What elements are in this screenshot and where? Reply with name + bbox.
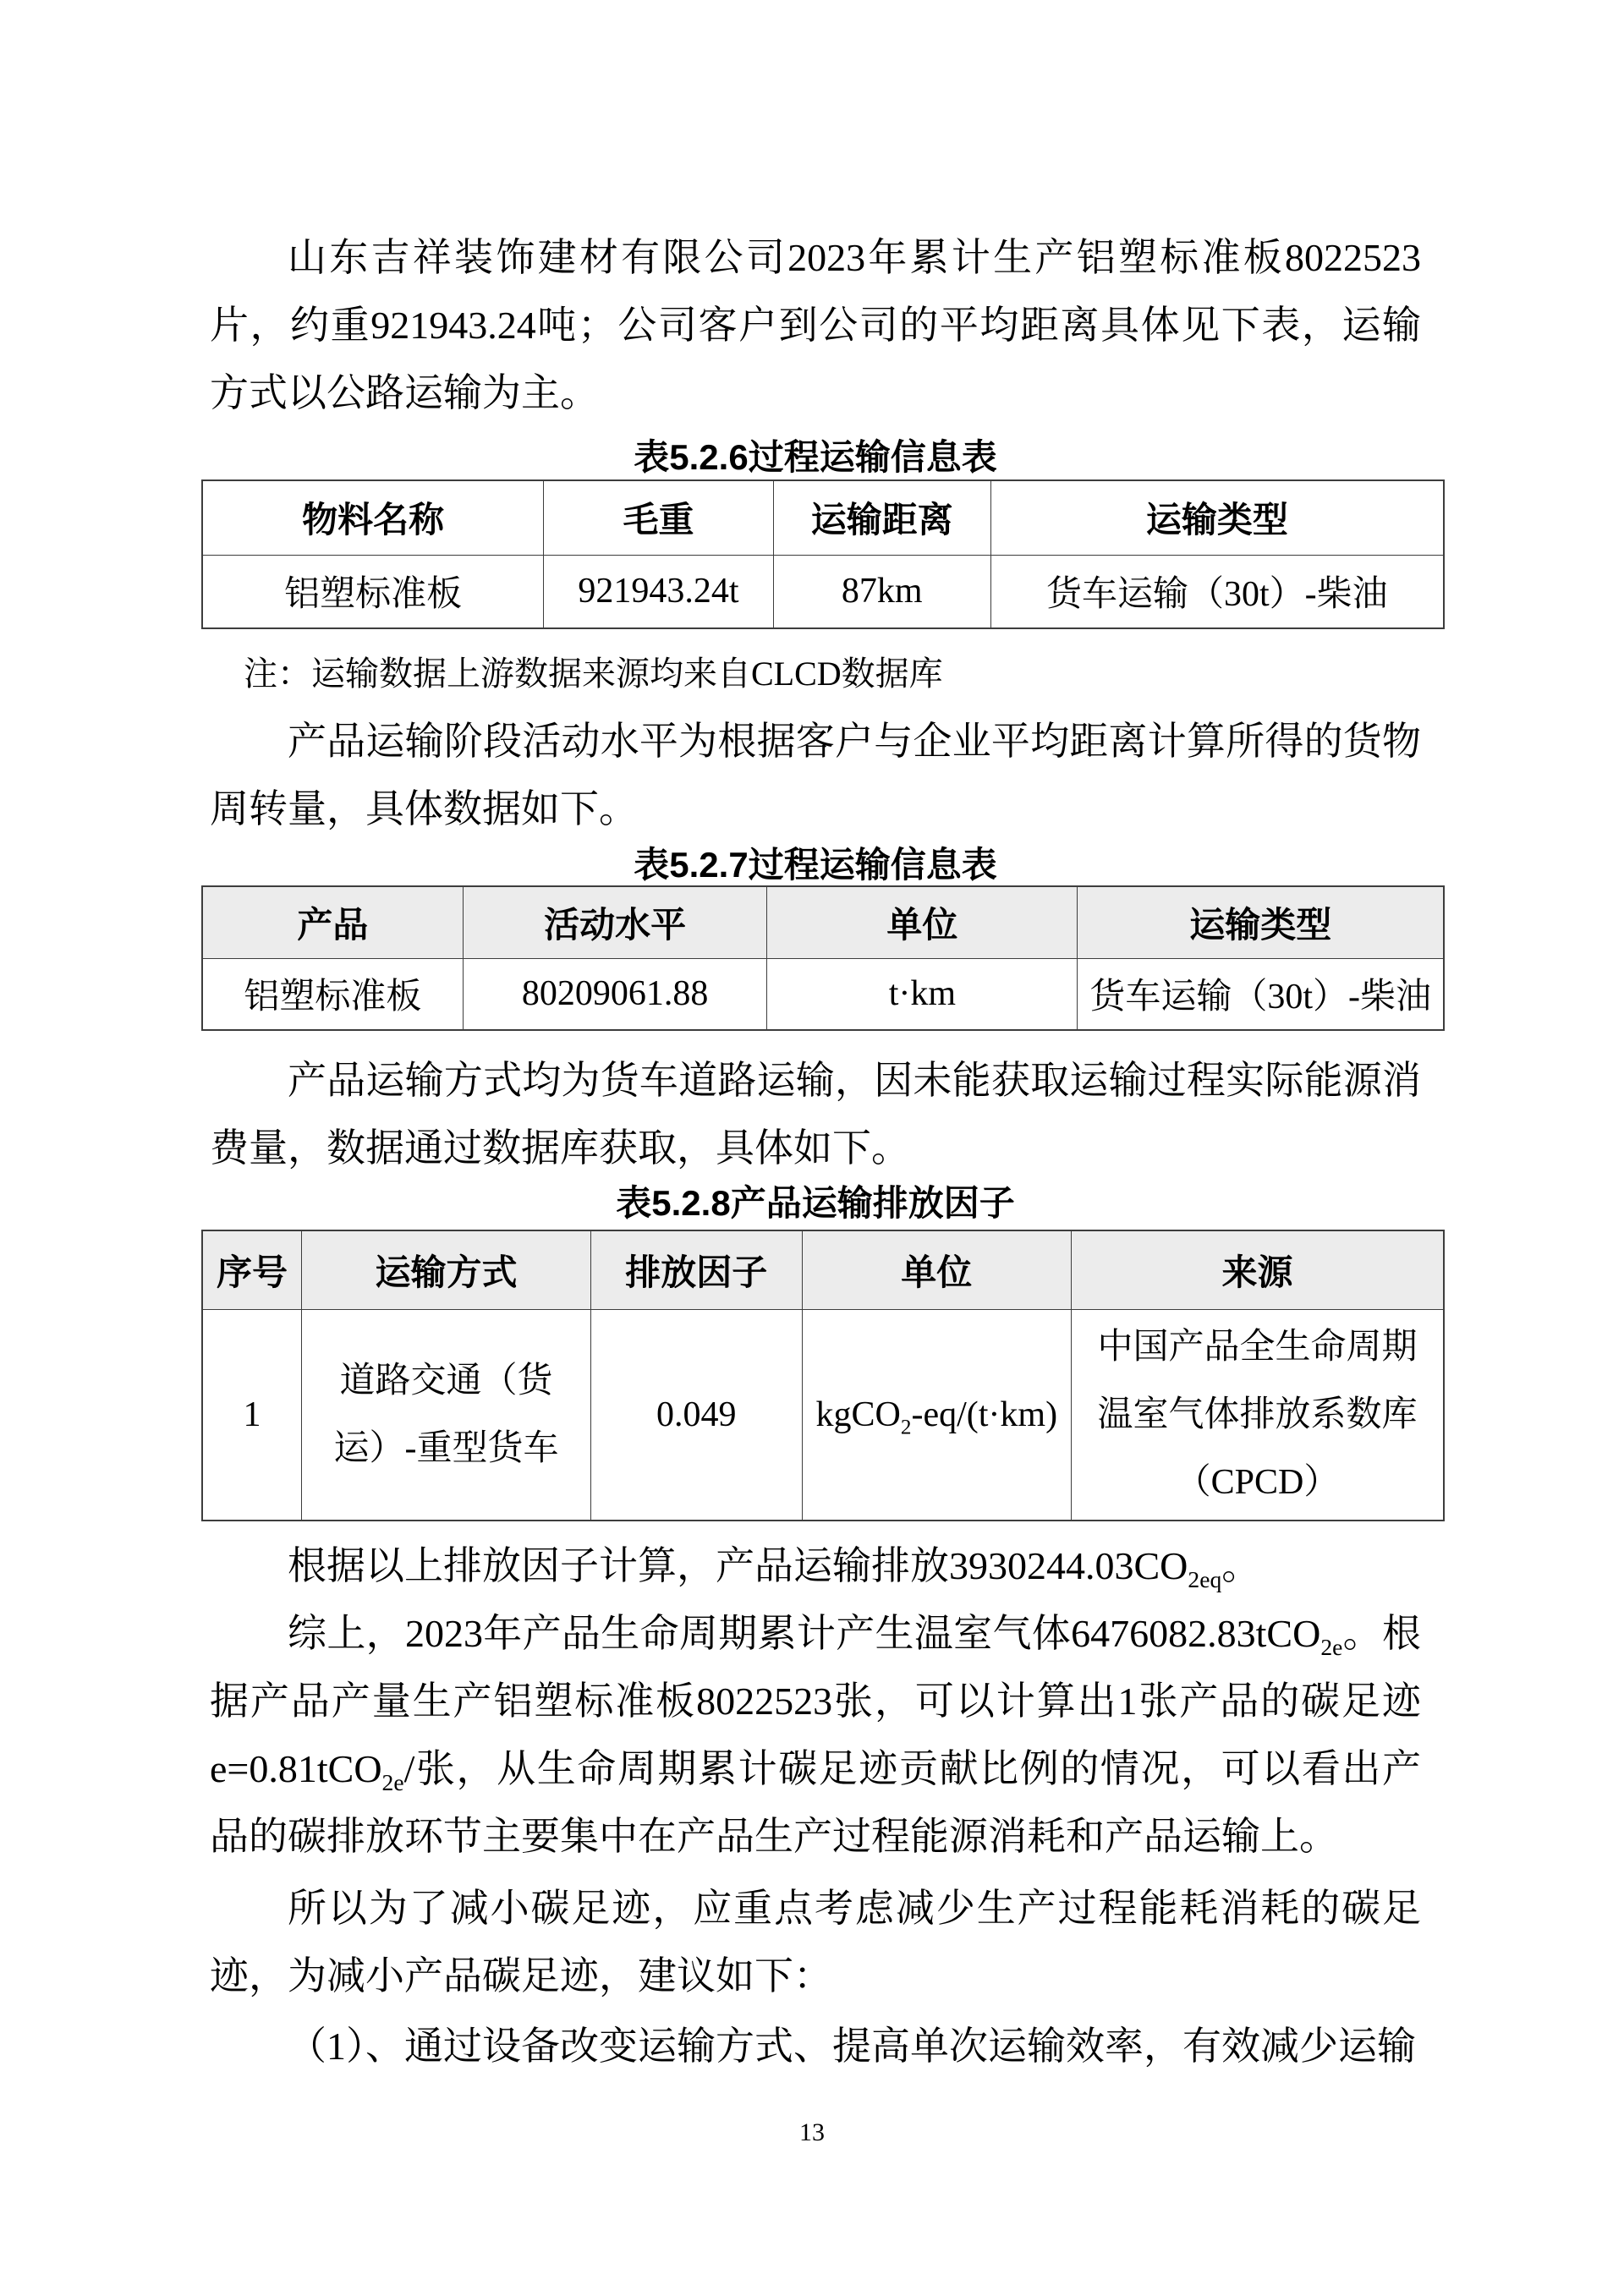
unit-text-b: -eq/(t·km) <box>911 1395 1058 1434</box>
table-528-header-row <box>202 1230 1444 1309</box>
col-header-activity-level: 活动水平 <box>463 886 767 958</box>
emission-text-a: 根据以上排放因子计算，产品运输排放3930244.03CO <box>288 1543 1188 1587</box>
cell-emission-factor: 0.049 <box>590 1309 802 1521</box>
table-528-data-row <box>202 1309 1444 1521</box>
table-527-wrapper <box>201 885 1445 1031</box>
table-526-data-row <box>202 555 1444 628</box>
table-528-title: 表5.2.8产品运输排放因子 <box>616 1183 1015 1223</box>
cell-unit-2 <box>802 1309 1072 1521</box>
conclusion-text-b: 。根据产品产量生产铝塑标准板8022523张，可以计算出1张产品的碳足迹e=0.81tCO <box>210 1611 1422 1790</box>
col-header-emission-factor: 排放因子 <box>590 1230 802 1309</box>
cell-activity-level: 80209061.88 <box>463 958 767 1030</box>
table-526-header-row <box>202 480 1444 555</box>
col-header-unit-2: 单位 <box>802 1230 1072 1309</box>
paragraph-production-summary: 山东吉祥装饰建材有限公司2023年累计生产铝塑标准板8022523片，约重921943.24吨；公司客户到公司的平均距离具体见下表，运输方式以公路运输为主。 <box>210 236 1421 414</box>
conclusion-subscript-2: 2e <box>381 1768 404 1795</box>
cell-transport-type: 货车运输（30t）-柴油 <box>990 555 1444 628</box>
conclusion-text-a: 综上，2023年产品生命周期累计产生温室气体6476082.83tCO <box>288 1611 1321 1655</box>
paragraph-activity-level: 产品运输阶段活动水平为根据客户与企业平均距离计算所得的货物周转量，具体数据如下。 <box>210 720 1421 830</box>
cell-product: 铝塑标准板 <box>202 958 463 1030</box>
table-source-note: 注：运输数据上游数据来源均来自CLCD数据库 <box>244 655 943 693</box>
col-header-unit: 单位 <box>767 886 1078 958</box>
col-header-index: 序号 <box>202 1230 301 1309</box>
cell-transport-type-2: 货车运输（30t）-柴油 <box>1078 958 1444 1030</box>
paragraph-emission-result <box>210 1532 1421 1600</box>
table-528-wrapper <box>201 1230 1445 1521</box>
emission-text-b: 。 <box>1221 1543 1261 1587</box>
table-527-data-row <box>202 958 1444 1030</box>
col-header-transport-type-2: 运输类型 <box>1078 886 1444 958</box>
table-527-header-row <box>202 886 1444 958</box>
col-header-material-name: 物料名称 <box>202 480 544 555</box>
col-header-transport-distance: 运输距离 <box>773 480 990 555</box>
cell-index: 1 <box>202 1309 301 1521</box>
col-header-source: 来源 <box>1072 1230 1444 1309</box>
table-526-transport-info <box>201 479 1445 629</box>
cell-gross-weight: 921943.24t <box>544 555 774 628</box>
unit-subscript: 2 <box>900 1415 912 1438</box>
paragraph-recommendation-intro: 所以为了减小碳足迹，应重点考虑减少生产过程能耗消耗的碳足迹，为减小产品碳足迹，建议如下： <box>210 1886 1421 1997</box>
conclusion-subscript-1: 2e <box>1320 1633 1343 1660</box>
col-header-gross-weight: 毛重 <box>544 480 774 555</box>
paragraph-road-transport: 产品运输方式均为货车道路运输，因未能获取运输过程实际能源消费量，数据通过数据库获取，具体如下。 <box>210 1059 1421 1170</box>
unit-text-a: kgCO <box>815 1395 901 1434</box>
table-528-emission-factor <box>201 1230 1445 1521</box>
cell-unit: t·km <box>767 958 1078 1030</box>
table-526-wrapper <box>201 479 1445 629</box>
cell-transport-distance: 87km <box>773 555 990 628</box>
paragraph-recommendation-1: （1）、通过设备改变运输方式、提高单次运输效率，有效减少运输 <box>288 2024 1416 2068</box>
table-527-transport-info <box>201 885 1445 1031</box>
page-number: 13 <box>799 2118 825 2146</box>
cell-transport-mode: 道路交通（货运）-重型货车 <box>301 1309 590 1521</box>
table-527-title: 表5.2.7过程运输信息表 <box>634 845 997 885</box>
cell-material-name: 铝塑标准板 <box>202 555 544 628</box>
col-header-product: 产品 <box>202 886 463 958</box>
table-526-title: 表5.2.6过程运输信息表 <box>634 437 997 477</box>
col-header-transport-mode: 运输方式 <box>301 1230 590 1309</box>
cell-source: 中国产品全生命周期温室气体排放系数库（CPCD） <box>1072 1309 1444 1521</box>
col-header-transport-type: 运输类型 <box>990 480 1444 555</box>
paragraph-conclusion <box>210 1600 1421 1871</box>
conclusion-text-c: /张，从生命周期累计碳足迹贡献比例的情况，可以看出产品的碳排放环节主要集中在产品生产过程能源消耗和产品运输上。 <box>210 1746 1421 1858</box>
emission-subscript-1: 2eq <box>1188 1565 1222 1592</box>
